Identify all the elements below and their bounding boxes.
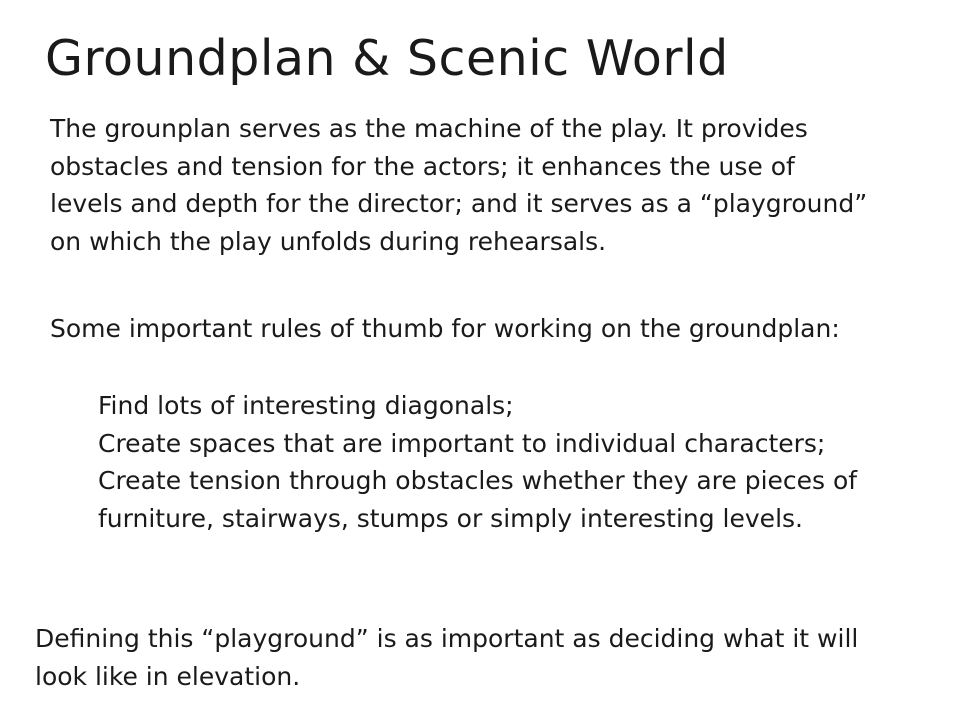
slide-title: Groundplan & Scenic World bbox=[45, 30, 729, 87]
rule-item-diagonals: Find lots of interesting diagonals; bbox=[98, 391, 514, 420]
intro-paragraph: The grounplan serves as the machine of the play. It provides obstacles and tension for the actors; it enhances the use of levels and depth for the director; and it serves as a “playground” on which the play unfolds during rehearsals. bbox=[50, 114, 868, 256]
rule-item-tension: Create tension through obstacles whether they are pieces of furniture, stairways, stumps or simply interesting levels. bbox=[98, 466, 858, 533]
closing-paragraph: Defining this “playground” is as important as deciding what it will look like in elevation. bbox=[35, 624, 859, 691]
rules-lead-paragraph: Some important rules of thumb for working on the groundplan: bbox=[50, 314, 840, 343]
rules-list bbox=[98, 387, 888, 537]
rule-item-spaces: Create spaces that are important to individual characters; bbox=[98, 428, 826, 458]
